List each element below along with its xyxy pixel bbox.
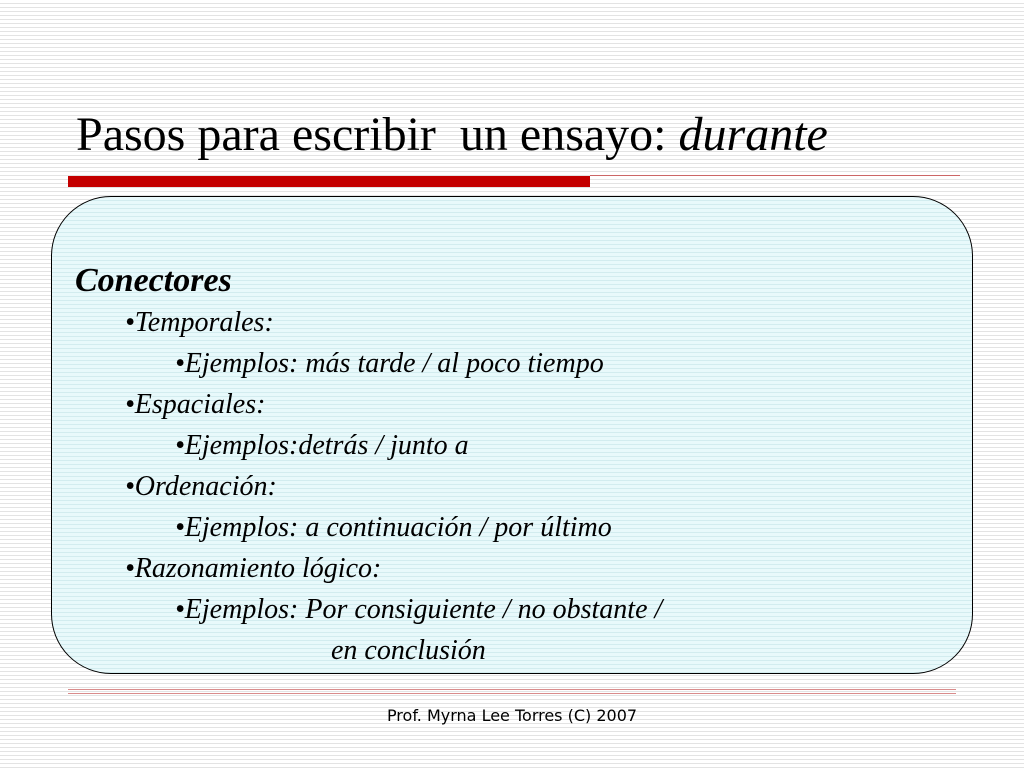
slide-title-main: Pasos para escribir un ensayo: [76,108,679,161]
list-item-razonamiento-example: •Ejemplos: Por consiguiente / no obstante / [175,594,663,625]
list-item-temporales-example: •Ejemplos: más tarde / al poco tiempo [175,348,604,379]
footer-rule-top [68,689,956,690]
footer-rule-bottom [68,693,956,694]
list-item-temporales: •Temporales: [125,307,274,338]
title-underline-thin [590,175,960,176]
list-item-espaciales: •Espaciales: [125,389,266,420]
list-item-espaciales-example: •Ejemplos:detrás / junto a [175,430,469,461]
slide-title-emphasis: durante [678,108,828,161]
list-item-razonamiento: •Razonamiento lógico: [125,553,382,584]
title-underline-red [68,176,590,187]
list-item-ordenacion: •Ordenación: [125,471,277,502]
slide-title [76,105,828,165]
section-heading: Conectores [75,262,232,299]
footer-credit: Prof. Myrna Lee Torres (C) 2007 [386,706,638,725]
list-item-razonamiento-example-cont: en conclusión [331,635,486,666]
content-list [75,260,662,671]
list-item-ordenacion-example: •Ejemplos: a continuación / por último [175,512,612,543]
